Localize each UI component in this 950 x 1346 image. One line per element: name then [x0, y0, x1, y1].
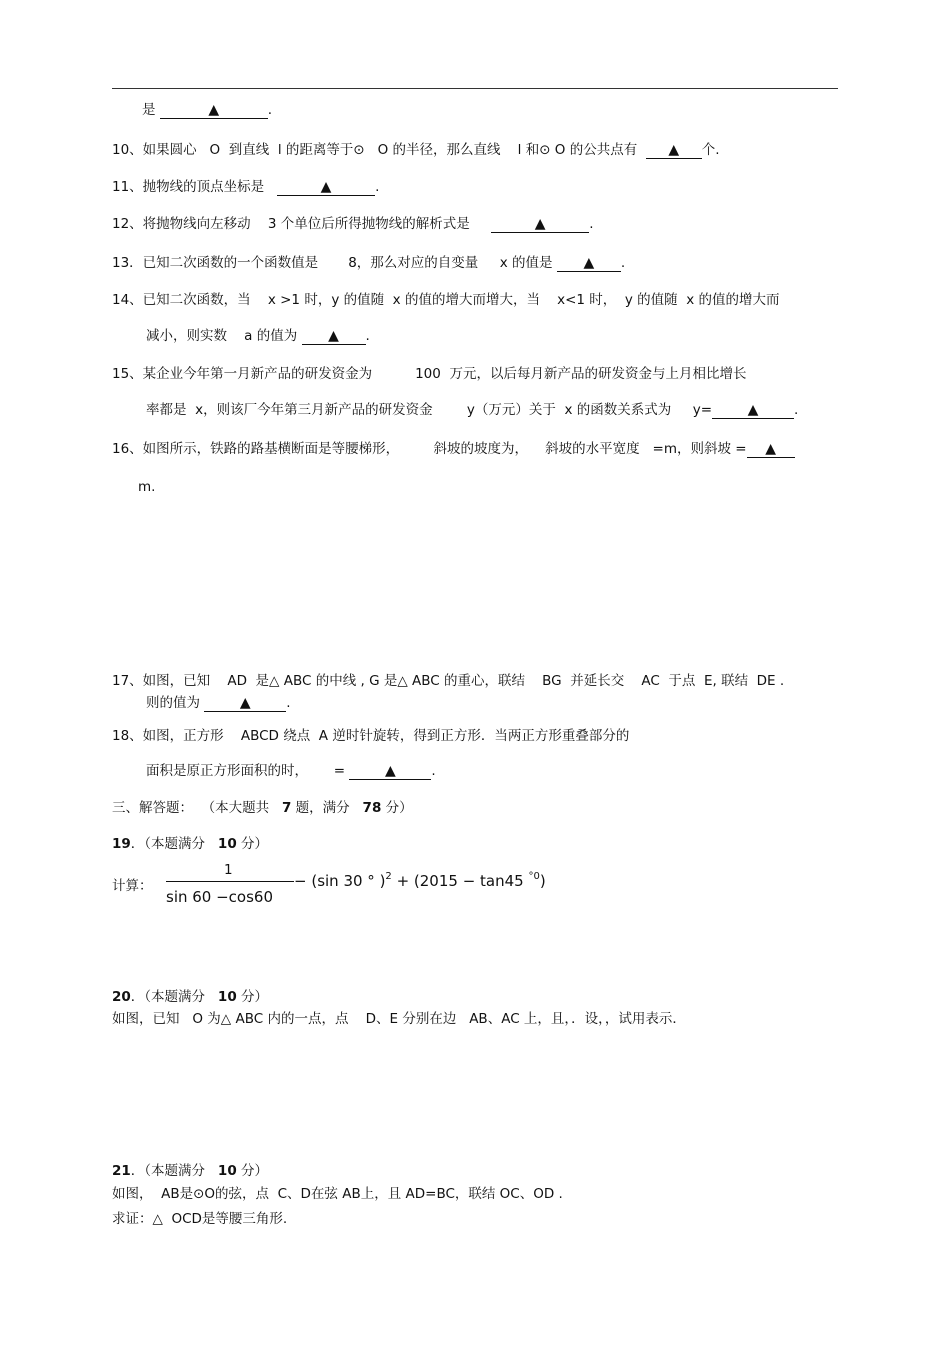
answer-blank[interactable]: ▲	[349, 763, 431, 780]
question-21-heading: 21．（本题满分 10 分）	[112, 1163, 269, 1179]
question-18-line1: 18、如图，正方形 ABCD 绕点 A 逆时针旋转，得到正方形．当两正方形重叠部分的	[112, 728, 630, 744]
answer-blank[interactable]: ▲	[646, 142, 702, 159]
question-16-line2: m.	[138, 479, 156, 495]
question-18-line2: 面积是原正方形面积的时， = ▲ .	[146, 763, 436, 779]
question-15-line1: 15、某企业今年第一月新产品的研发资金为 100 万元，以后每月新产品的研发资金与上月相比增长	[112, 366, 747, 382]
question-14-line2: 减小，则实数 a 的值为 ▲ .	[146, 328, 370, 344]
question-11: 11、抛物线的顶点坐标是 ▲ .	[112, 179, 380, 195]
q9-tail: 是 ▲ .	[142, 102, 273, 118]
formula-rest: − (sin 30 ° )$^2$ + (2015 − tan45 $^{^\circ 0}$)	[294, 871, 546, 890]
question-21-body1: 如图， AB是⊙O的弦，点 C、D在弦 AB上，且 AD=BC，联结 OC、OD .	[112, 1186, 563, 1202]
answer-blank[interactable]: ▲	[712, 402, 794, 419]
question-20-body: 如图，已知 O 为△ ABC 内的一点，点 D、E 分别在边 AB、AC 上，且，．设，，试用表示．	[112, 1011, 686, 1027]
answer-blank[interactable]: ▲	[747, 441, 795, 458]
fraction-numerator: 1	[224, 862, 233, 878]
answer-blank[interactable]: ▲	[302, 328, 366, 345]
answer-blank[interactable]: ▲	[491, 216, 589, 233]
question-19-heading: 19．（本题满分 10 分）	[112, 836, 269, 852]
fraction-bar	[166, 881, 294, 882]
question-10: 10、如果圆心 O 到直线 l 的距离等于⊙ O 的半径，那么直线 l 和⊙ O 的公共点有 ▲ 个.	[112, 142, 720, 158]
answer-blank[interactable]: ▲	[277, 179, 375, 196]
question-14-line1: 14、已知二次函数，当 x >1 时，y 的值随 x 的值的增大而增大，当 x<1 时， y 的值随 x 的值的增大而	[112, 292, 780, 308]
answer-blank[interactable]: ▲	[557, 255, 621, 272]
answer-blank[interactable]: ▲	[160, 102, 268, 119]
question-17-line2: 则的值为 ▲ .	[146, 695, 291, 711]
question-20-heading: 20．（本题满分 10 分）	[112, 989, 269, 1005]
q19-formula	[112, 862, 552, 912]
question-21-body2: 求证：△ OCD是等腰三角形.	[112, 1211, 288, 1227]
calc-label: 计算：	[112, 878, 153, 894]
fraction-denominator: sin 60 −cos60	[166, 888, 274, 906]
question-12: 12、将抛物线向左移动 3 个单位后所得抛物线的解析式是 ▲ .	[112, 216, 594, 232]
answer-blank[interactable]: ▲	[204, 695, 286, 712]
question-13: 13．已知二次函数的一个函数值是 8，那么对应的自变量 x 的值是 ▲ .	[112, 255, 626, 271]
question-16-line1: 16、如图所示，铁路的路基横断面是等腰梯形， 斜坡的坡度为， 斜坡的水平宽度 =m，则斜坡 = ▲	[112, 440, 795, 458]
question-15-line2: 率都是 x，则该厂今年第三月新产品的研发资金 y（万元）关于 x 的函数关系式为 y= ▲ .	[146, 402, 799, 418]
section-3-heading: 三、解答题： （本大题共 7 题，满分 78 分）	[112, 800, 413, 816]
header-rule	[112, 88, 838, 89]
question-17-line1: 17、如图，已知 AD 是△ ABC 的中线 , G 是△ ABC 的重心，联结 BG 并延长交 AC 于点 E, 联结 DE .	[112, 673, 785, 689]
